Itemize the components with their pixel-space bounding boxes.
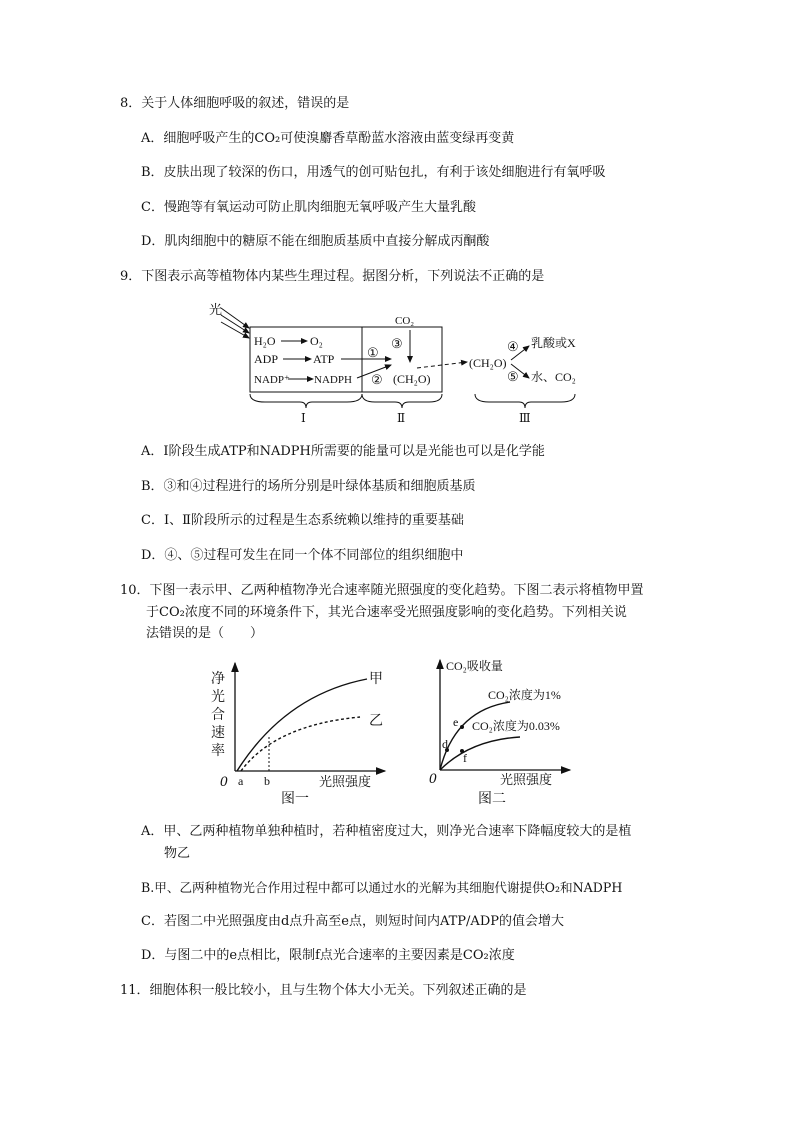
q8-option-a: A．细胞呼吸产生的CO₂可使溴麝香草酚蓝水溶液由蓝变绿再变黄 — [141, 131, 515, 146]
fig1-series-yi — [241, 717, 360, 771]
fig1-series-jia — [237, 679, 367, 771]
lactic-label: 乳酸或X — [531, 336, 576, 350]
circle-4: ④ — [507, 339, 519, 354]
light-label: 光 — [209, 302, 223, 317]
fig2-series-high-co2 — [440, 702, 510, 770]
water-co2-label: 水、CO₂ — [531, 370, 576, 384]
fig1-ylabel-1: 净 — [211, 672, 225, 687]
ch2o-label-2: (CH₂O) — [469, 356, 507, 370]
q9-option-c: C．Ⅰ、Ⅱ阶段所示的过程是生态系统赖以维持的重要基础 — [141, 513, 464, 528]
q11-stem: 11．细胞体积一般比较小，且与生物个体大小无关。下列叙述正确的是 — [120, 983, 527, 998]
fig1-ylabel-3: 合 — [211, 708, 225, 723]
q8-option-b: B．皮肤出现了较深的伤口，用透气的创可贴包扎，有利于该处细胞进行有氧呼吸 — [141, 165, 606, 180]
fig1-xmark-b: b — [264, 774, 270, 788]
q10-option-c: C．若图二中光照强度由d点升高至e点，则短时间内ATP/ADP的值会增大 — [141, 914, 564, 929]
fig1-xlabel: 光照强度 — [319, 774, 372, 789]
fig1-title: 图一 — [281, 792, 309, 805]
brace-3 — [475, 394, 575, 408]
fig2-ylabel: CO₂吸收量 — [446, 659, 503, 673]
fig2-label-f: f — [463, 751, 467, 765]
fig2-label-d: d — [442, 737, 448, 751]
q10-option-a-line2: 物乙 — [164, 846, 191, 861]
fig2-title: 图二 — [478, 792, 506, 805]
fig1-ylabel-4: 速 — [211, 726, 225, 741]
fig1-legend-yi: 乙 — [369, 714, 383, 729]
circle-1: ① — [367, 345, 379, 360]
brace-2 — [362, 394, 442, 408]
q10-option-a-line1: A．甲、乙两种植物单独种植时，若种植密度过大，则净光合速率下降幅度较大的是植 — [141, 824, 632, 839]
stage3-label: Ⅲ — [519, 411, 531, 425]
q9-option-d: D．④、⑤过程可发生在同一个体不同部位的组织细胞中 — [141, 548, 464, 563]
co2-label: CO₂ — [395, 315, 415, 327]
circle-3: ③ — [391, 336, 403, 351]
q8-option-c: C．慢跑等有氧运动可防止肌肉细胞无氧呼吸产生大量乳酸 — [141, 200, 476, 215]
figure1-chart — [205, 655, 395, 805]
q10-stem-line2: 于CO₂浓度不同的环境条件下，其光合速率受光照强度影响的变化趋势。下列相关说 — [146, 605, 627, 620]
q10-stem-line3: 法错误的是（ ） — [146, 626, 264, 641]
ch2o-label: (CH₂O) — [393, 372, 431, 386]
fig2-series-low-co2 — [440, 737, 520, 770]
stage1-label: Ⅰ — [301, 411, 306, 425]
q10-stem-line1: 10．下图一表示甲、乙两种植物净光合速率随光照强度的变化趋势。下图二表示将植物甲置 — [120, 583, 644, 598]
atp-label: ATP — [313, 352, 335, 366]
fig2-origin: 0 — [429, 771, 437, 787]
fig1-ylabel-2: 光 — [211, 690, 225, 705]
q10-option-b: B.甲、乙两种植物光合作用过程中都可以通过水的光解为其细胞代谢提供O₂和NADPH — [141, 880, 623, 895]
circle-5: ⑤ — [507, 369, 519, 384]
q10-option-d: D．与图二中的e点相比，限制f点光合速率的主要因素是CO₂浓度 — [141, 948, 515, 963]
q9-stem: 9．下图表示高等植物体内某些生理过程。据图分析，下列说法不正确的是 — [120, 269, 545, 284]
fig2-label-e: e — [453, 715, 459, 729]
nadp-label: NADP⁺ — [254, 374, 290, 386]
o2-label: O₂ — [310, 334, 323, 348]
photosynthesis-diagram — [205, 298, 595, 428]
fig2-xlabel: 光照强度 — [500, 772, 553, 787]
q9-option-b: B．③和④过程进行的场所分别是叶绿体基质和细胞质基质 — [141, 479, 476, 494]
brace-1 — [250, 394, 362, 408]
fig2-point-e — [460, 725, 464, 729]
circle-2: ② — [371, 372, 383, 387]
fig1-ylabel-5: 率 — [211, 744, 225, 759]
q8-option-d: D．肌肉细胞中的糖原不能在细胞质基质中直接分解成丙酮酸 — [141, 234, 490, 249]
fig1-xmark-a: a — [238, 774, 244, 788]
figure2-chart — [420, 655, 590, 805]
stage2-label: Ⅱ — [397, 411, 406, 425]
fig1-legend-jia: 甲 — [369, 672, 383, 687]
fig2-legend-low: CO₂浓度为0.03% — [472, 719, 560, 733]
q8-stem: 8．关于人体细胞呼吸的叙述，错误的是 — [120, 96, 350, 111]
fig1-origin: 0 — [220, 774, 228, 790]
adp-label: ADP — [254, 352, 279, 366]
fig2-legend-high: CO₂浓度为1% — [488, 688, 561, 702]
nadph-label: NADPH — [314, 374, 352, 386]
q9-option-a: A．Ⅰ阶段生成ATP和NADPH所需要的能量可以是光能也可以是化学能 — [141, 444, 545, 459]
h2o-label: H₂O — [254, 334, 276, 348]
